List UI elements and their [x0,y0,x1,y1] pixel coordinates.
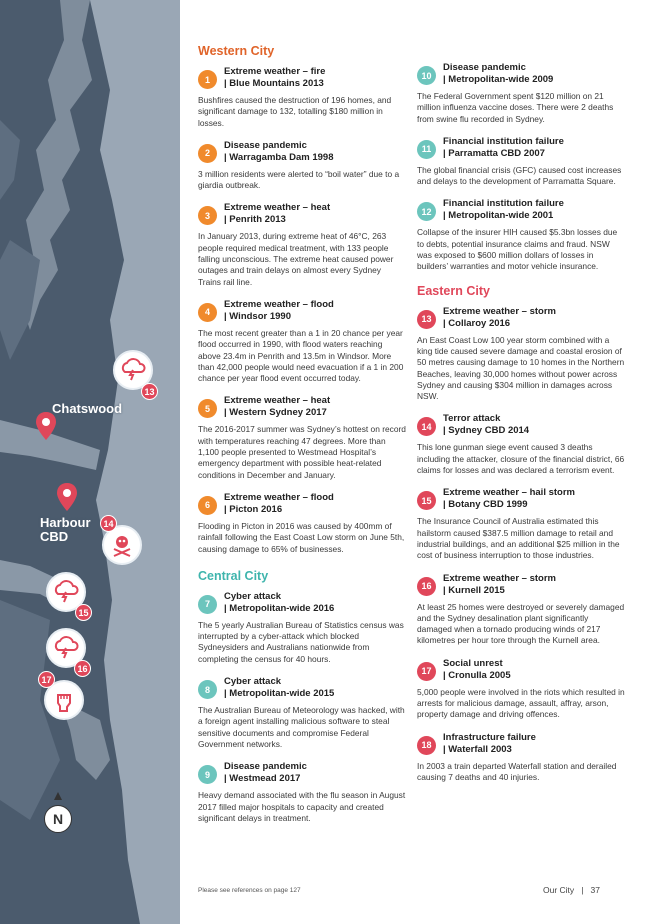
event-location-year: | Penrith 2013 [224,214,286,226]
event-header [198,591,406,615]
event-number-badge: 8 [198,680,217,699]
event-title [224,140,334,164]
event-entry [198,676,406,750]
section-title-western: Western City [198,44,275,58]
event-number-badge: 10 [417,66,436,85]
event-location-year: | Kurnell 2015 [443,584,505,596]
event-type: Extreme weather – heat [224,202,331,214]
event-header [417,732,625,756]
event-number-badge: 6 [198,496,217,515]
event-type: Extreme weather – hail storm [443,487,575,499]
event-type: Social unrest [443,657,503,669]
event-number-badge: 9 [198,765,217,784]
event-title [443,306,556,330]
event-header [417,136,625,160]
event-title [224,591,334,615]
location-pin-icon [57,483,77,511]
event-title [443,136,564,160]
event-number-badge: 2 [198,144,217,163]
event-type: Disease pandemic [443,62,526,73]
event-header [417,198,625,222]
event-location-year: | Waterfall 2003 [443,743,512,755]
right-column [417,62,625,794]
compass-north: N [44,805,72,833]
event-entry [417,732,625,784]
event-entry [417,658,625,721]
event-description: This lone gunman siege event caused 3 deaths including the attacker, closure of the financial district, 66 claims for losses and was declared a terrorism event. [417,442,625,476]
event-entry [417,487,625,561]
event-number-badge: 14 [417,417,436,436]
event-type: Terror attack [443,413,501,425]
event-title [224,66,325,90]
map-badge: 13 [141,383,158,400]
event-title [224,395,330,419]
event-header [198,202,406,226]
event-entry [198,140,406,192]
event-location-year: | Sydney CBD 2014 [443,425,530,437]
event-location-year: | Warragamba Dam 1998 [224,151,334,163]
event-number-badge: 17 [417,662,436,681]
north-arrow-icon [54,792,62,800]
event-description: The Federal Government spent $120 million on 21 million influenza vaccine doses. There were 2 deaths from swine flu recorded in Sydney. [417,91,614,124]
event-number-badge: 15 [417,491,436,510]
event-type: Extreme weather – fire [224,66,326,77]
event-header [198,492,406,516]
event-entry [198,299,406,384]
event-title [443,487,575,511]
event-location-year: | Metropolitan-wide 2009 [443,74,554,85]
footer-page-number: Our City | 37 [543,885,601,895]
event-header [198,676,406,700]
event-header [417,573,625,597]
event-number-badge: 18 [417,736,436,755]
event-location-year: | Metropolitan-wide 2015 [224,688,335,700]
event-entry [417,198,625,272]
event-number-badge: 7 [198,595,217,614]
event-entry [198,66,406,129]
event-header [417,62,625,86]
event-location-year: | Blue Mountains 2013 [224,78,324,89]
event-title [224,761,307,785]
event-number-badge: 4 [198,303,217,322]
event-title [443,658,511,682]
section-title-central: Central City [198,568,269,583]
event-header [198,299,406,323]
map-badge: 15 [75,604,92,621]
event-title [443,573,556,597]
event-number-badge: 3 [198,206,217,225]
map-badge: 16 [74,660,91,677]
event-type: Extreme weather – storm [443,305,556,317]
event-entry [198,761,406,824]
event-type: Extreme weather – flood [224,491,334,503]
event-title [443,732,536,756]
map-badge: 14 [100,515,117,532]
event-location-year: | Metropolitan-wide 2016 [224,602,335,614]
event-entry [417,306,625,403]
section-title-eastern: Eastern City [417,283,490,298]
event-entry [417,573,625,647]
event-title [443,413,529,437]
event-entry [198,591,406,665]
event-description: The Insurance Council of Australia estimated this hailstorm caused $387.5 million damage to retail and industrial buildings, and an additional $25 million in the cost of business interruption to those industries. [417,516,620,561]
event-location-year: | Westmead 2017 [224,773,301,785]
event-type: Infrastructure failure [443,731,536,743]
event-description: 3 million residents were alerted to “boil water” due to a giardia outbreak. [198,168,400,191]
event-title [443,198,564,222]
event-number-badge: 11 [417,140,436,159]
event-entry [198,492,406,555]
event-description: At least 25 homes were destroyed or severely damaged and the Sydney desalination plant significantly damaged when a tornado producing winds of 217 kilometres per hour tore through the Kurnell area. [417,601,625,646]
event-description: 5,000 people were involved in the riots which resulted in arrests for malicious damage, assault, affray, arson, property damage and driving offences. [417,686,625,720]
event-number-badge: 16 [417,577,436,596]
event-description: An East Coast Low 100 year storm combined with a king tide caused severe damage and coastal erosion of 50 metres causing damage to 10 homes in the Northern Beaches, leaving 30,000 homes without power across Sydney and causing $304 million in damages across NSW. [417,334,625,402]
place-label-harbour-cbd: Harbour CBD [40,515,91,544]
event-location-year: | Cronulla 2005 [443,669,511,681]
event-number-badge: 5 [198,399,217,418]
event-type: Disease pandemic [224,761,307,773]
event-header [198,761,406,785]
event-type: Extreme weather – heat [224,395,331,407]
event-title [443,62,553,86]
event-title [224,202,330,226]
place-label-chatswood: Chatswood [52,401,123,416]
event-type: Financial institution failure [443,198,564,210]
event-header [417,413,625,437]
footer-references: Please see references on page 127 [198,887,301,894]
event-location-year: | Metropolitan-wide 2001 [443,210,554,222]
event-header [198,395,406,419]
event-type: Cyber attack [224,590,282,602]
event-header [417,658,625,682]
event-title [224,676,334,700]
event-location-year: | Botany CBD 1999 [443,499,528,511]
event-location-year: | Collaroy 2016 [443,317,511,329]
event-number-badge: 13 [417,310,436,329]
map-badge: 17 [38,671,55,688]
event-description: The Australian Bureau of Meteorology was hacked, with a foreign agent installing malicious software to steal sensitive documents and compromise Federal Government networks. [198,705,405,749]
event-description: Flooding in Picton in 2016 was caused by 400mm of rainfall following the East Coast Low storm on June 5th, causing damage to 65% of businesses. [198,520,405,554]
event-entry [198,395,406,480]
event-number-badge: 1 [198,70,217,89]
event-description: Heavy demand associated with the flu season in August 2017 filled major hospitals to capacity and created significant delays in treatment. [198,790,406,823]
event-description: The most recent greater than a 1 in 20 chance per year flood occurred in 1990, with flood waters reaching above 23.4m in Penrith and 13.5m in Windsor. More than 42,000 people would need evacuation if a 1 in 200 chance per year flood event occurred today. [198,327,404,384]
event-description: Collapse of the insurer HIH caused $5.3bn losses due to debts, potential insurance claims and fraud. NSW was exposed to $600 million dollars of losses in builders’ warranties and motor vehicle insurance. [417,227,618,272]
event-type: Cyber attack [224,676,282,688]
event-entry [417,136,625,188]
event-description: Bushfires caused the destruction of 196 homes, and significant damage to 132, totalling $180 million in losses. [198,95,392,128]
sydney-map [0,0,180,924]
event-type: Disease pandemic [224,139,307,151]
event-title [224,299,334,323]
event-description: The 5 yearly Australian Bureau of Statistics census was interrupted by a cyber-attack which blocked Sydneysiders and Australians nationwide from completing the census for 40 hours. [198,619,404,664]
event-location-year: | Picton 2016 [224,503,283,515]
event-header [417,306,625,330]
event-description: In 2003 a train departed Waterfall station and derailed causing 7 deaths and 40 injuries. [417,760,617,782]
event-title [224,492,334,516]
event-type: Extreme weather – flood [224,298,334,310]
event-entry [198,202,406,287]
event-description: The 2016-2017 summer was Sydney’s hottest on record with temperatures reaching 47 degrees. More than 1,100 people presented to Westmead Hospital’s emergency department with possible heat-related conditions in December and January. [198,424,406,480]
event-number-badge: 12 [417,202,436,221]
event-location-year: | Parramatta CBD 2007 [443,147,545,159]
event-header [417,487,625,511]
event-header [198,66,406,90]
event-description: In January 2013, during extreme heat of 46°C, 263 people required medical treatment, with 133 people falling unconscious. The extreme heat caused power outages and train delays on almost every Sydney Trains rail line. [198,231,394,287]
event-type: Extreme weather – storm [443,572,556,584]
event-entry [417,413,625,476]
event-entry [417,62,625,125]
event-type: Financial institution failure [443,135,564,147]
location-pin-icon [36,412,56,440]
event-location-year: | Western Sydney 2017 [224,407,327,419]
event-location-year: | Windsor 1990 [224,310,291,322]
event-description: The global financial crisis (GFC) caused cost increases and delays to the development of Parramatta Square. [417,164,622,187]
left-column [198,44,406,835]
event-header [198,140,406,164]
